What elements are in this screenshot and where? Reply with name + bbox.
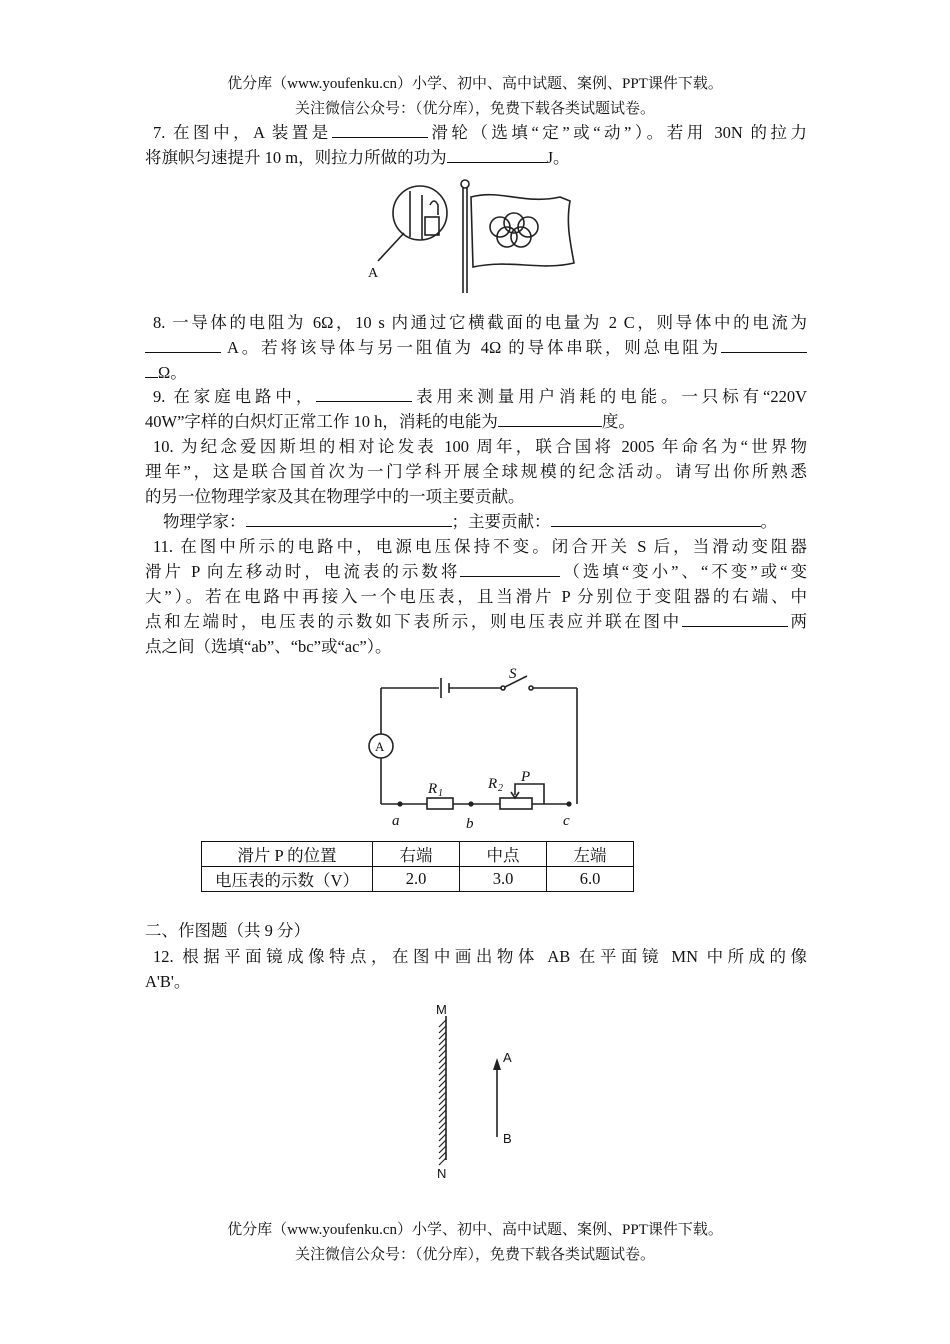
switch-pivot (501, 686, 505, 690)
q10-text-3: 的另一位物理学家及其在物理学中的一项主要贡献。 (145, 487, 525, 506)
q7-text-1a: 7. 在图中，A 装置是 (153, 123, 332, 142)
hatch-line (439, 1116, 446, 1123)
q11-text-2a: 滑片 P 向左移动时，电流表的示数将 (145, 562, 461, 581)
hatch-line (439, 1104, 446, 1111)
hatch-line (439, 1098, 446, 1105)
q10-text-4a: 物理学家： (163, 512, 246, 531)
q10-text-4b: ；主要贡献： (451, 512, 551, 531)
question-10 (145, 434, 807, 534)
question-9 (145, 384, 807, 434)
q8-text-2a: A。若将该导体与另一阻值为 4Ω 的导体串联，则总电阻为 (221, 338, 721, 357)
table-cell: 电压表的示数（V） (202, 867, 373, 892)
q9-text-1a: 9. 在家庭电路中， (153, 387, 317, 406)
hatch-line (439, 1044, 446, 1051)
label-a-node: a (392, 813, 400, 829)
node-a (397, 801, 402, 806)
label-r1-sub: 1 (438, 788, 443, 799)
q8-blank-current[interactable] (145, 336, 221, 353)
hatch-line (439, 1122, 446, 1129)
table-cell: 6.0 (547, 867, 634, 892)
label-b-node: b (466, 816, 474, 832)
label-r1: R (428, 781, 438, 797)
question-11 (145, 534, 807, 659)
label-a-pointer (378, 233, 404, 261)
footer-line-1: 优分库（www.youfenku.cn）小学、初中、高中试题、案例、PPT课件下载。 (227, 1222, 723, 1238)
header-line-2: 关注微信公众号：（优分库），免费下载各类试题试卷。 (294, 101, 655, 117)
hatch-line (439, 1074, 446, 1081)
slider-p-wire (515, 784, 544, 804)
hatch-line (439, 1038, 446, 1045)
arrow-head-a-icon (493, 1058, 501, 1070)
q8-blank-total-resistance-cont[interactable] (145, 361, 158, 378)
q9-text-2a: 40W”字样的白炽灯正常工作 10 h，消耗的电能为 (145, 412, 498, 431)
q11-blank-ammeter[interactable] (460, 560, 560, 577)
q10-text-1: 10. 为纪念爱因斯坦的相对论发表 100 周年，联合国将 2005 年命名为“世界物 (153, 437, 807, 456)
label-ammeter: A (375, 739, 385, 754)
voltage-table (201, 841, 634, 892)
rheostat-r2 (500, 798, 532, 809)
circuit-diagram (355, 662, 595, 834)
hatch-line (439, 1032, 446, 1039)
q7-text-2a: 将旗帜匀速提升 10 m，则拉力所做的功为 (145, 148, 447, 167)
q11-text-5: 点之间（选填“ab”、“bc”或“ac”）。 (145, 637, 392, 656)
q10-text-4c: 。 (760, 512, 777, 531)
question-12 (145, 944, 807, 994)
q7-blank-pulley-type[interactable] (332, 121, 428, 138)
mirror-figure (420, 998, 530, 1183)
table-header-row (202, 842, 634, 867)
q12-text-2: A'B'。 (145, 972, 191, 991)
resistor-r1 (427, 798, 453, 809)
q7-text-2b: J。 (546, 148, 570, 167)
hatch-line (439, 1158, 446, 1165)
q11-text-4a: 点和左端时，电压表的示数如下表所示，则电压表应并联在图中 (145, 612, 682, 631)
q11-text-1: 11. 在图中所示的电路中，电源电压保持不变。闭合开关 S 后，当滑动变阻器 (153, 537, 807, 556)
label-n: N (437, 1166, 447, 1181)
q7-text-1b: 滑轮（选填“定”或“动”）。若用 30N 的拉力 (427, 123, 807, 142)
label-s: S (509, 666, 517, 682)
label-r2-sub: 2 (498, 783, 503, 794)
section-2-title-text: 二、作图题（共 9 分） (145, 921, 310, 940)
hatch-line (439, 1146, 446, 1153)
hatch-line (439, 1068, 446, 1075)
question-8 (145, 310, 807, 385)
label-a-point: A (503, 1050, 512, 1065)
table-cell: 2.0 (373, 867, 460, 892)
q9-blank-meter[interactable] (316, 385, 412, 402)
table-header-cell: 滑片 P 的位置 (202, 842, 373, 867)
hatch-line (439, 1050, 446, 1057)
label-c-node: c (563, 813, 570, 829)
header-line-1: 优分库（www.youfenku.cn）小学、初中、高中试题、案例、PPT课件下载。 (227, 76, 723, 92)
label-p: P (521, 769, 531, 785)
hatch-line (439, 1056, 446, 1063)
node-b (468, 801, 473, 806)
hatch-line (439, 1110, 446, 1117)
node-c (566, 801, 571, 806)
q9-text-1b: 表用来测量用户消耗的电能。一只标有“220V (412, 387, 807, 406)
hatch-line (439, 1128, 446, 1135)
hatch-line (439, 1020, 446, 1027)
table-cell: 3.0 (460, 867, 547, 892)
hatch-line (439, 1140, 446, 1147)
hatch-line (439, 1134, 446, 1141)
table-header-cell: 左端 (547, 842, 634, 867)
table-row (202, 867, 634, 892)
q9-blank-energy[interactable] (498, 410, 602, 427)
q8-text-1: 8. 一导体的电阻为 6Ω，10 s 内通过它横截面的电量为 2 C，则导体中的电流为 (153, 313, 807, 332)
pulley-a-icon (461, 180, 469, 188)
q10-text-2: 理年”，这是联合国首次为一门学科开展全球规模的纪念活动。请写出你所熟悉 (145, 462, 807, 481)
question-7 (145, 120, 807, 170)
q11-blank-points[interactable] (682, 610, 788, 627)
hatch-line (439, 1152, 446, 1159)
q8-text-3: Ω。 (158, 363, 187, 382)
label-m: M (436, 1002, 447, 1017)
flag-pulley-figure (360, 175, 600, 300)
hatch-line (439, 1062, 446, 1069)
q11-text-2b: （选填“变小”、“不变”或“变 (560, 562, 807, 581)
hatch-line (439, 1026, 446, 1033)
hatch-line (439, 1086, 446, 1093)
q11-text-4b: 两 (787, 612, 808, 631)
q12-text-1: 12. 根据平面镜成像特点，在图中画出物体 AB 在平面镜 MN 中所成的像 (153, 947, 807, 966)
q11-text-3: 大”）。若在电路中再接入一个电压表，且当滑片 P 分别位于变阻器的右端、中 (145, 587, 807, 606)
label-b-point: B (503, 1131, 512, 1146)
hatch-line (439, 1092, 446, 1099)
q8-blank-total-resistance[interactable] (721, 336, 807, 353)
mirror-hatching (439, 1020, 446, 1165)
label-r2: R (488, 776, 498, 792)
label-a: A (368, 266, 379, 281)
table-header-cell: 中点 (460, 842, 547, 867)
q10-blank-physicist[interactable] (246, 510, 452, 527)
footer-line-2: 关注微信公众号：（优分库），免费下载各类试题试卷。 (294, 1247, 655, 1263)
q9-text-2b: 度。 (601, 412, 635, 431)
q7-blank-work[interactable] (447, 146, 547, 163)
q10-blank-contribution[interactable] (551, 510, 761, 527)
section-2-title (145, 918, 807, 943)
hatch-line (439, 1080, 446, 1087)
flag-cloth (471, 195, 574, 267)
table-header-cell: 右端 (373, 842, 460, 867)
